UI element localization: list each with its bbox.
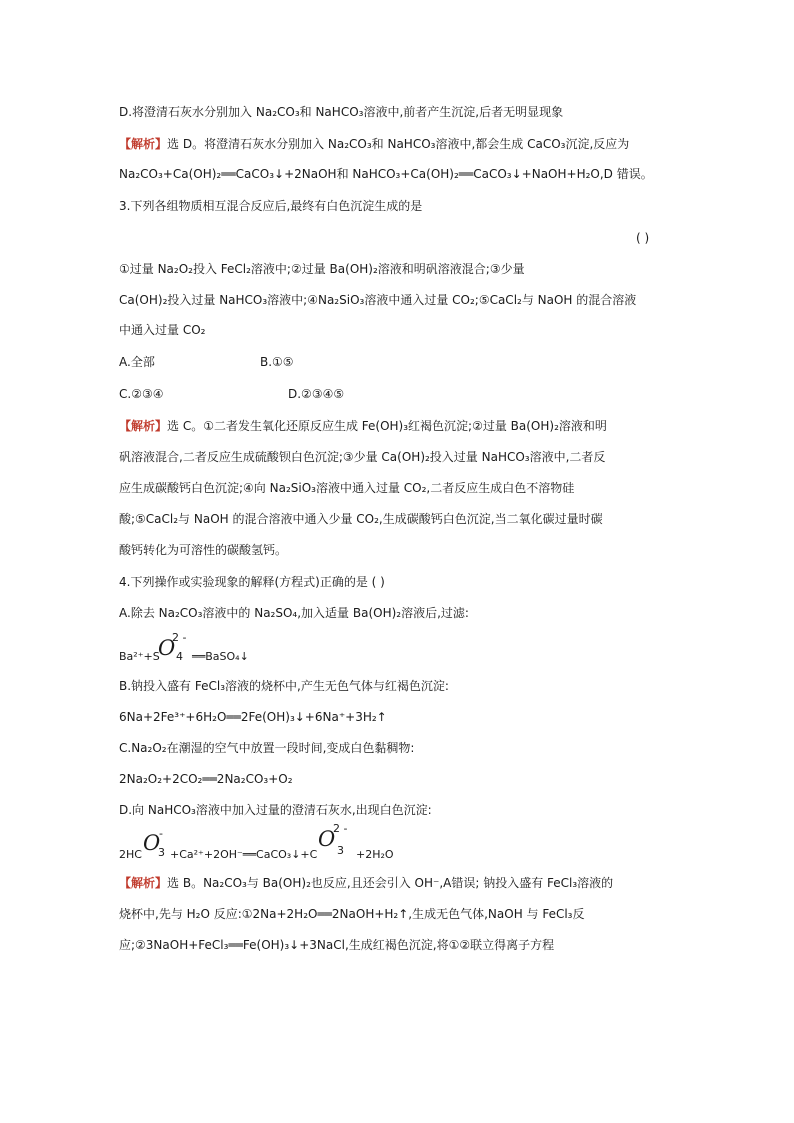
analysis-tag: 【解析】 <box>119 419 168 433</box>
equation-a-right: ══BaSO₄↓ <box>192 650 249 663</box>
question-3-stem-3: 中通入过量 CO₂ <box>119 323 206 337</box>
equation-d-charge-2: 2 - <box>333 822 348 835</box>
equation-d-charge-1: - <box>159 827 163 840</box>
equation-a-left: Ba²⁺+S <box>119 650 160 663</box>
option-a-text: A.除去 Na₂CO₃溶液中的 Na₂SO₄,加入适量 Ba(OH)₂溶液后,过滤: <box>119 606 469 620</box>
equation-d-oxygen-1: O <box>143 831 161 855</box>
analysis-4-line-2: 烧杯中,先与 H₂O 反应:①2Na+2H₂O══2NaOH+H₂↑,生成无色气体,NaOH 与 FeCl₃反 <box>119 907 585 921</box>
analysis-text: 选 C。①二者发生氧化还原反应生成 Fe(OH)₃红褐色沉淀;②过量 Ba(OH)₂溶液和明 <box>167 419 607 433</box>
analysis-4-line-1 <box>119 875 613 891</box>
equation-a-oxygen: O <box>158 636 176 660</box>
equation-d-left: 2HC <box>119 848 142 861</box>
analysis-text: 选 D。将澄清石灰水分别加入 Na₂CO₃和 NaHCO₃溶液中,都会生成 CaCO₃沉淀,反应为 <box>167 137 630 151</box>
option-c-text: C.Na₂O₂在潮湿的空气中放置一段时间,变成白色黏稠物: <box>119 741 415 755</box>
equation-d-right: +2H₂O <box>356 848 394 861</box>
analysis-3-line-2: 矾溶液混合,二者反应生成硫酸钡白色沉淀;③少量 Ca(OH)₂投入过量 NaHCO₃溶液中,二者反 <box>119 450 606 464</box>
analysis-3-line-5: 酸钙转化为可溶性的碳酸氢钙。 <box>119 543 288 557</box>
analysis-3-line-3: 应生成碳酸钙白色沉淀;④向 Na₂SiO₃溶液中通入过量 CO₂,二者反应生成白色不溶物硅 <box>119 481 575 495</box>
option-b: B.①⑤ <box>260 355 294 369</box>
analysis-3-line-4: 酸;⑤CaCl₂与 NaOH 的混合溶液中通入少量 CO₂,生成碳酸钙白色沉淀,当二氧化碳过量时碳 <box>119 512 603 526</box>
equation-d-oxygen-2: O <box>318 827 336 851</box>
question-3-stem-2: Ca(OH)₂投入过量 NaHCO₃溶液中;④Na₂SiO₃溶液中通入过量 CO₂;⑤CaCl₂与 NaOH 的混合溶液 <box>119 293 637 307</box>
option-d-text: D.将澄清石灰水分别加入 Na₂CO₃和 NaHCO₃溶液中,前者产生沉淀,后者无明显现象 <box>119 105 564 119</box>
analysis-3-line-1 <box>119 418 607 434</box>
analysis-tag: 【解析】 <box>119 876 168 890</box>
option-d-stem: D.向 NaHCO₃溶液中加入过量的澄清石灰水,出现白色沉淀: <box>119 803 432 817</box>
analysis-text: 选 B。Na₂CO₃与 Ba(OH)₂也反应,且还会引入 OH⁻,A错误; 钠投入盛有 FeCl₃溶液的 <box>167 876 614 890</box>
question-3-stem-1: ①过量 Na₂O₂投入 FeCl₂溶液中;②过量 Ba(OH)₂溶液和明矾溶液混合;③少量 <box>119 262 525 276</box>
equation-b: 6Na+2Fe³⁺+6H₂O══2Fe(OH)₃↓+6Na⁺+3H₂↑ <box>119 710 387 724</box>
answer-paren: ( ) <box>636 231 650 245</box>
option-a: A.全部 <box>119 355 155 369</box>
option-b-text: B.钠投入盛有 FeCl₃溶液的烧杯中,产生无色气体与红褐色沉淀: <box>119 679 449 693</box>
question-3-title: 3.下列各组物质相互混合反应后,最终有白色沉淀生成的是 <box>119 199 423 213</box>
analysis-4-line-3: 应;②3NaOH+FeCl₃══Fe(OH)₃↓+3NaCl,生成红褐色沉淀,将①②联立得离子方程 <box>119 938 555 952</box>
option-c: C.②③④ <box>119 387 164 401</box>
equation-d-subscript-1: 3 <box>158 846 165 859</box>
question-4-title: 4.下列操作或实验现象的解释(方程式)正确的是 ( ) <box>119 575 385 589</box>
analysis-equation-line: Na₂CO₃+Ca(OH)₂══CaCO₃↓+2NaOH和 NaHCO₃+Ca(OH)₂══CaCO₃↓+NaOH+H₂O,D 错误。 <box>119 167 653 181</box>
equation-a-subscript: 4 <box>176 650 183 663</box>
analysis-tag: 【解析】 <box>119 137 168 151</box>
equation-a-charge: 2 - <box>172 631 187 644</box>
equation-c: 2Na₂O₂+2CO₂══2Na₂CO₃+O₂ <box>119 772 293 786</box>
option-d: D.②③④⑤ <box>288 387 345 401</box>
equation-d-middle: +Ca²⁺+2OH⁻══CaCO₃↓+C <box>170 848 318 861</box>
equation-d-subscript-2: 3 <box>337 844 344 857</box>
analysis-paragraph-1 <box>119 136 629 152</box>
